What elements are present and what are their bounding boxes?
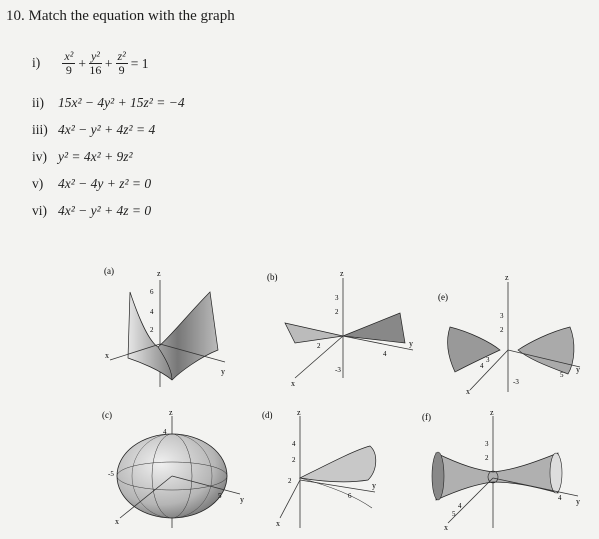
svg-text:4: 4	[383, 350, 387, 358]
panel-label-b: (b)	[267, 272, 278, 282]
svg-text:2: 2	[150, 326, 154, 334]
equation-vi: vi) 4x² − y² + 4z = 0	[32, 203, 152, 218]
svg-text:y: y	[576, 497, 580, 506]
graph-e	[430, 272, 590, 397]
svg-text:z: z	[505, 273, 509, 282]
svg-text:x: x	[115, 517, 119, 526]
svg-text:3: 3	[486, 356, 490, 364]
svg-text:-3: -3	[335, 366, 341, 374]
svg-text:z: z	[297, 408, 301, 417]
panel-label-e: (e)	[438, 292, 448, 302]
fraction-x: $\frac{\text{x²}}{9}$	[64, 49, 74, 77]
panel-label-f: (f)	[422, 412, 431, 422]
svg-text:2: 2	[317, 342, 321, 350]
saddle-surface	[128, 292, 218, 380]
hyperboloid-surface	[436, 453, 558, 500]
svg-text:4: 4	[558, 494, 562, 502]
svg-text:z: z	[340, 269, 344, 278]
equation-number: i)	[32, 54, 41, 70]
svg-text:x: x	[105, 351, 109, 360]
graph-b	[265, 268, 425, 393]
svg-text:5: 5	[560, 371, 564, 379]
svg-text:z: z	[157, 269, 161, 278]
svg-text:3: 3	[500, 312, 504, 320]
svg-text:x: x	[466, 387, 470, 396]
svg-text:-3: -3	[513, 378, 519, 386]
svg-text:z: z	[490, 408, 494, 417]
svg-text:z: z	[169, 408, 173, 417]
panel-label-a: (a)	[104, 266, 114, 276]
panel-label-c: (c)	[102, 410, 112, 420]
svg-text:y: y	[576, 365, 580, 374]
cone-left	[285, 323, 343, 343]
svg-text:-5: -5	[108, 470, 114, 478]
svg-text:y: y	[372, 481, 376, 490]
svg-text:4: 4	[292, 440, 296, 448]
panel-label-d: (d)	[262, 410, 273, 420]
sheet-left	[448, 327, 500, 372]
svg-text:x: x	[291, 379, 295, 388]
svg-text:6: 6	[150, 288, 154, 296]
fraction-y: $\frac{\text{y²}}{16}$	[89, 49, 102, 77]
svg-text:4: 4	[480, 362, 484, 370]
fraction-z: $\frac{\text{z²}}{9}$	[117, 49, 126, 77]
svg-text:x: x	[444, 523, 448, 532]
paraboloid-surface	[300, 446, 376, 482]
equation-i: i) $\frac{\text{x²}}{9}$ + $\frac{\text{y²}}{16}$ + $\frac{\text{z²}}{9}$ = 1	[32, 49, 149, 77]
svg-text:5: 5	[218, 492, 222, 500]
svg-text:2: 2	[335, 308, 339, 316]
svg-text:5: 5	[452, 510, 456, 518]
svg-text:2: 2	[292, 456, 296, 464]
equation-ii: ii) 15x² − 4y² + 15z² = −4	[32, 95, 185, 110]
equation-iv: iv) y² = 4x² + 9z²	[32, 149, 133, 164]
svg-text:6: 6	[348, 492, 352, 500]
svg-text:y: y	[409, 339, 413, 348]
graph-f	[418, 408, 588, 533]
svg-text:3: 3	[335, 294, 339, 302]
svg-text:3: 3	[485, 440, 489, 448]
equation-iii: iii) 4x² − y² + 4z² = 4	[32, 122, 156, 137]
sheet-right	[518, 327, 574, 374]
svg-text:2: 2	[500, 326, 504, 334]
svg-text:x: x	[276, 519, 280, 528]
equation-v: v) 4x² − 4y + z² = 0	[32, 176, 152, 191]
cone-right	[343, 313, 405, 343]
svg-text:4: 4	[150, 308, 154, 316]
svg-text:4: 4	[458, 502, 462, 510]
svg-text:2: 2	[485, 454, 489, 462]
graph-d	[260, 408, 410, 533]
svg-text:y: y	[221, 367, 225, 376]
graph-a	[100, 262, 230, 397]
svg-text:y: y	[240, 495, 244, 504]
graph-c	[100, 408, 250, 533]
problem-title: 10. Match the equation with the graph	[6, 8, 235, 24]
svg-text:2: 2	[288, 477, 292, 485]
x-axis	[280, 480, 300, 518]
svg-text:4: 4	[163, 428, 167, 436]
